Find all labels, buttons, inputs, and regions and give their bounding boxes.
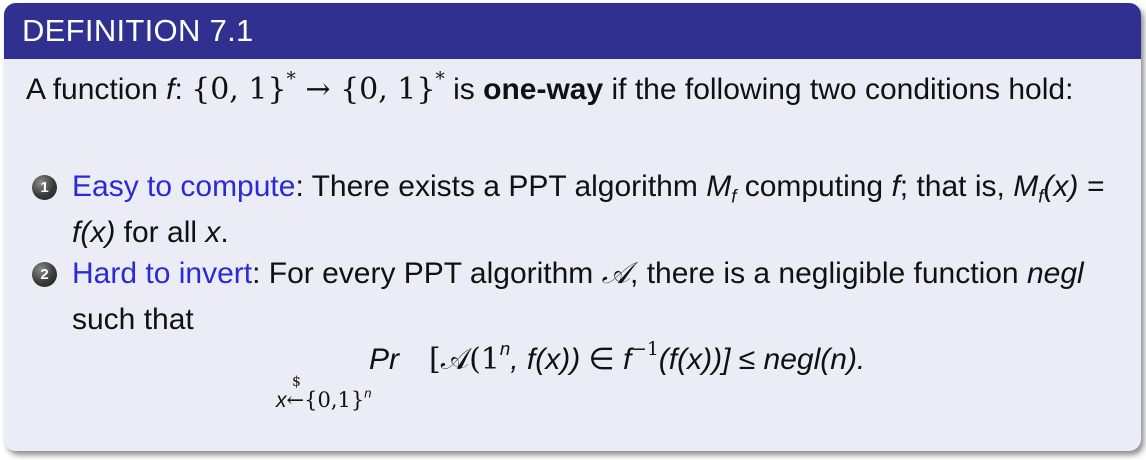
condition-label: Hard to invert — [72, 257, 253, 290]
probability-formula: Pr [𝒜(1$^n$, f(x)) ∈ $f^{-1}(f(x))$] ≤ negl(n). — [369, 338, 866, 377]
formula-underset: $x\leftarrow\{0,1\}^n$ — [276, 385, 372, 412]
definition-body — [4, 59, 1141, 451]
term-one-way: one-way — [483, 73, 604, 106]
condition-label: Easy to compute — [72, 170, 296, 203]
dollar-sign: $ — [292, 374, 301, 390]
condition-text: Easy to compute: There exists a PPT algorithm $M_f$ computing f; that is, $M_f(x) = f(x)$ for all x. — [72, 170, 1105, 249]
definition-block — [4, 3, 1141, 451]
enum-number-badge: 2 — [32, 262, 57, 287]
enum-number-badge: 1 — [32, 175, 57, 200]
definition-title: DEFINITION 7.1 — [4, 3, 1141, 59]
condition-text: Hard to invert: For every PPT algorithm 𝒜, there is a negligible function negl such that — [72, 256, 1084, 336]
definition-intro: A function f: {0, 1}* → {0, 1}* is one-way if the following two conditions hold: — [26, 69, 1074, 107]
